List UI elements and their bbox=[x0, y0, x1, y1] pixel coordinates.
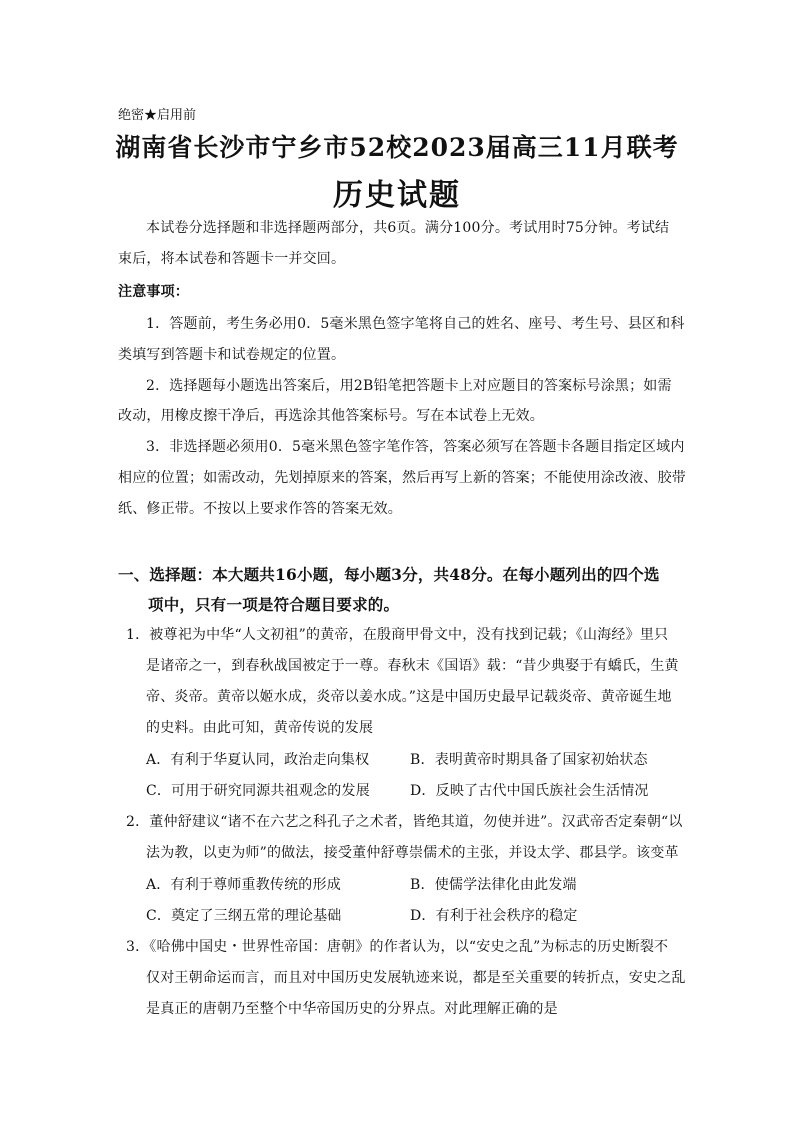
confidential-label: 绝密★启用前 bbox=[118, 108, 197, 123]
subject-title: 历史试题 bbox=[333, 178, 461, 213]
exam-title: 湖南省长沙市宁乡市52校2023届高三11月联考 bbox=[115, 133, 679, 162]
notice-item-2-line-2: 改动，用橡皮擦干净后，再选涂其他答案标号。写在本试卷上无效。 bbox=[118, 408, 544, 424]
notice-item-3-line-3: 纸、修正带。不按以上要求作答的答案无效。 bbox=[118, 501, 402, 517]
question-1-line-4: 的史料。由此可知，黄帝传说的发展 bbox=[146, 720, 374, 736]
question-1-option-a: A．有利于华夏认同，政治走向集权 bbox=[146, 752, 370, 768]
section-heading-line-2: 项中，只有一项是符合题目要求的。 bbox=[148, 595, 400, 614]
question-1-line-2: 是诸帝之一，到春秋战国被定于一尊。春秋末《国语》载：“昔少典娶于有蟜氏，生黄 bbox=[146, 658, 679, 674]
question-1-option-b: B．表明黄帝时期具备了国家初始状态 bbox=[410, 752, 648, 768]
question-2-line-1: 2．董仲舒建议“诸不在六艺之科孔子之术者，皆绝其道，勿使并进”。汉武帝否定秦朝“以 bbox=[126, 814, 683, 830]
question-1-line-1: 1．被尊祀为中华“人文初祖”的黄帝，在殷商甲骨文中，没有找到记载；《山海经》里只 bbox=[126, 627, 669, 643]
notice-item-3-line-1: 3．非选择题必须用0．5毫米黑色签字笔作答，答案必须写在答题卡各题目指定区域内 bbox=[146, 439, 685, 455]
notice-item-2-line-1: 2．选择题每小题选出答案后，用2B铅笔把答题卡上对应题目的答案标号涂黑；如需 bbox=[146, 378, 672, 394]
intro-line-2: 束后，将本试卷和答题卡一并交回。 bbox=[118, 251, 346, 267]
question-3-line-2: 仅对王朝命运而言，而且对中国历史发展轨迹来说，都是至关重要的转折点，安史之乱 bbox=[146, 970, 686, 986]
intro-line-1: 本试卷分选择题和非选择题两部分，共6页。满分100分。考试用时75分钟。考试结 bbox=[146, 220, 670, 236]
question-2-option-b: B．使儒学法律化由此发端 bbox=[410, 877, 577, 893]
notice-item-1-line-2: 类填写到答题卡和试卷规定的位置。 bbox=[118, 347, 346, 363]
question-2-option-a: A．有利于尊师重教传统的形成 bbox=[146, 877, 341, 893]
question-2-option-c: C．奠定了三纲五常的理论基础 bbox=[146, 908, 342, 924]
question-2-line-2: 法为教，以吏为师”的做法，接受董仲舒尊崇儒术的主张，并设太学、郡县学。该变革 bbox=[146, 845, 679, 861]
notice-heading: 注意事项： bbox=[118, 284, 189, 300]
question-1-option-c: C．可用于研究同源共祖观念的发展 bbox=[146, 783, 370, 799]
question-1-option-d: D．反映了古代中国氏族社会生活情况 bbox=[410, 783, 649, 799]
question-3-line-1: 3．《哈佛中国史・世界性帝国：唐朝》的作者认为，以“安史之乱”为标志的历史断裂不 bbox=[126, 939, 669, 955]
section-heading-line-1: 一、选择题：本大题共16小题，每小题3分，共48分。在每小题列出的四个选 bbox=[118, 565, 660, 584]
question-3-line-3: 是真正的唐朝乃至整个中华帝国历史的分界点。对此理解正确的是 bbox=[146, 1001, 558, 1017]
notice-item-3-line-2: 相应的位置；如需改动，先划掉原来的答案，然后再写上新的答案；不能使用涂改液、胶带 bbox=[118, 470, 686, 486]
question-2-option-d: D．有利于社会秩序的稳定 bbox=[410, 908, 578, 924]
question-1-line-3: 帝、炎帝。黄帝以姬水成，炎帝以姜水成。”这是中国历史最早记载炎帝、黄帝诞生地 bbox=[146, 689, 672, 705]
notice-item-1-line-1: 1．答题前，考生务必用0．5毫米黑色签字笔将自己的姓名、座号、考生号、县区和科 bbox=[146, 316, 685, 332]
